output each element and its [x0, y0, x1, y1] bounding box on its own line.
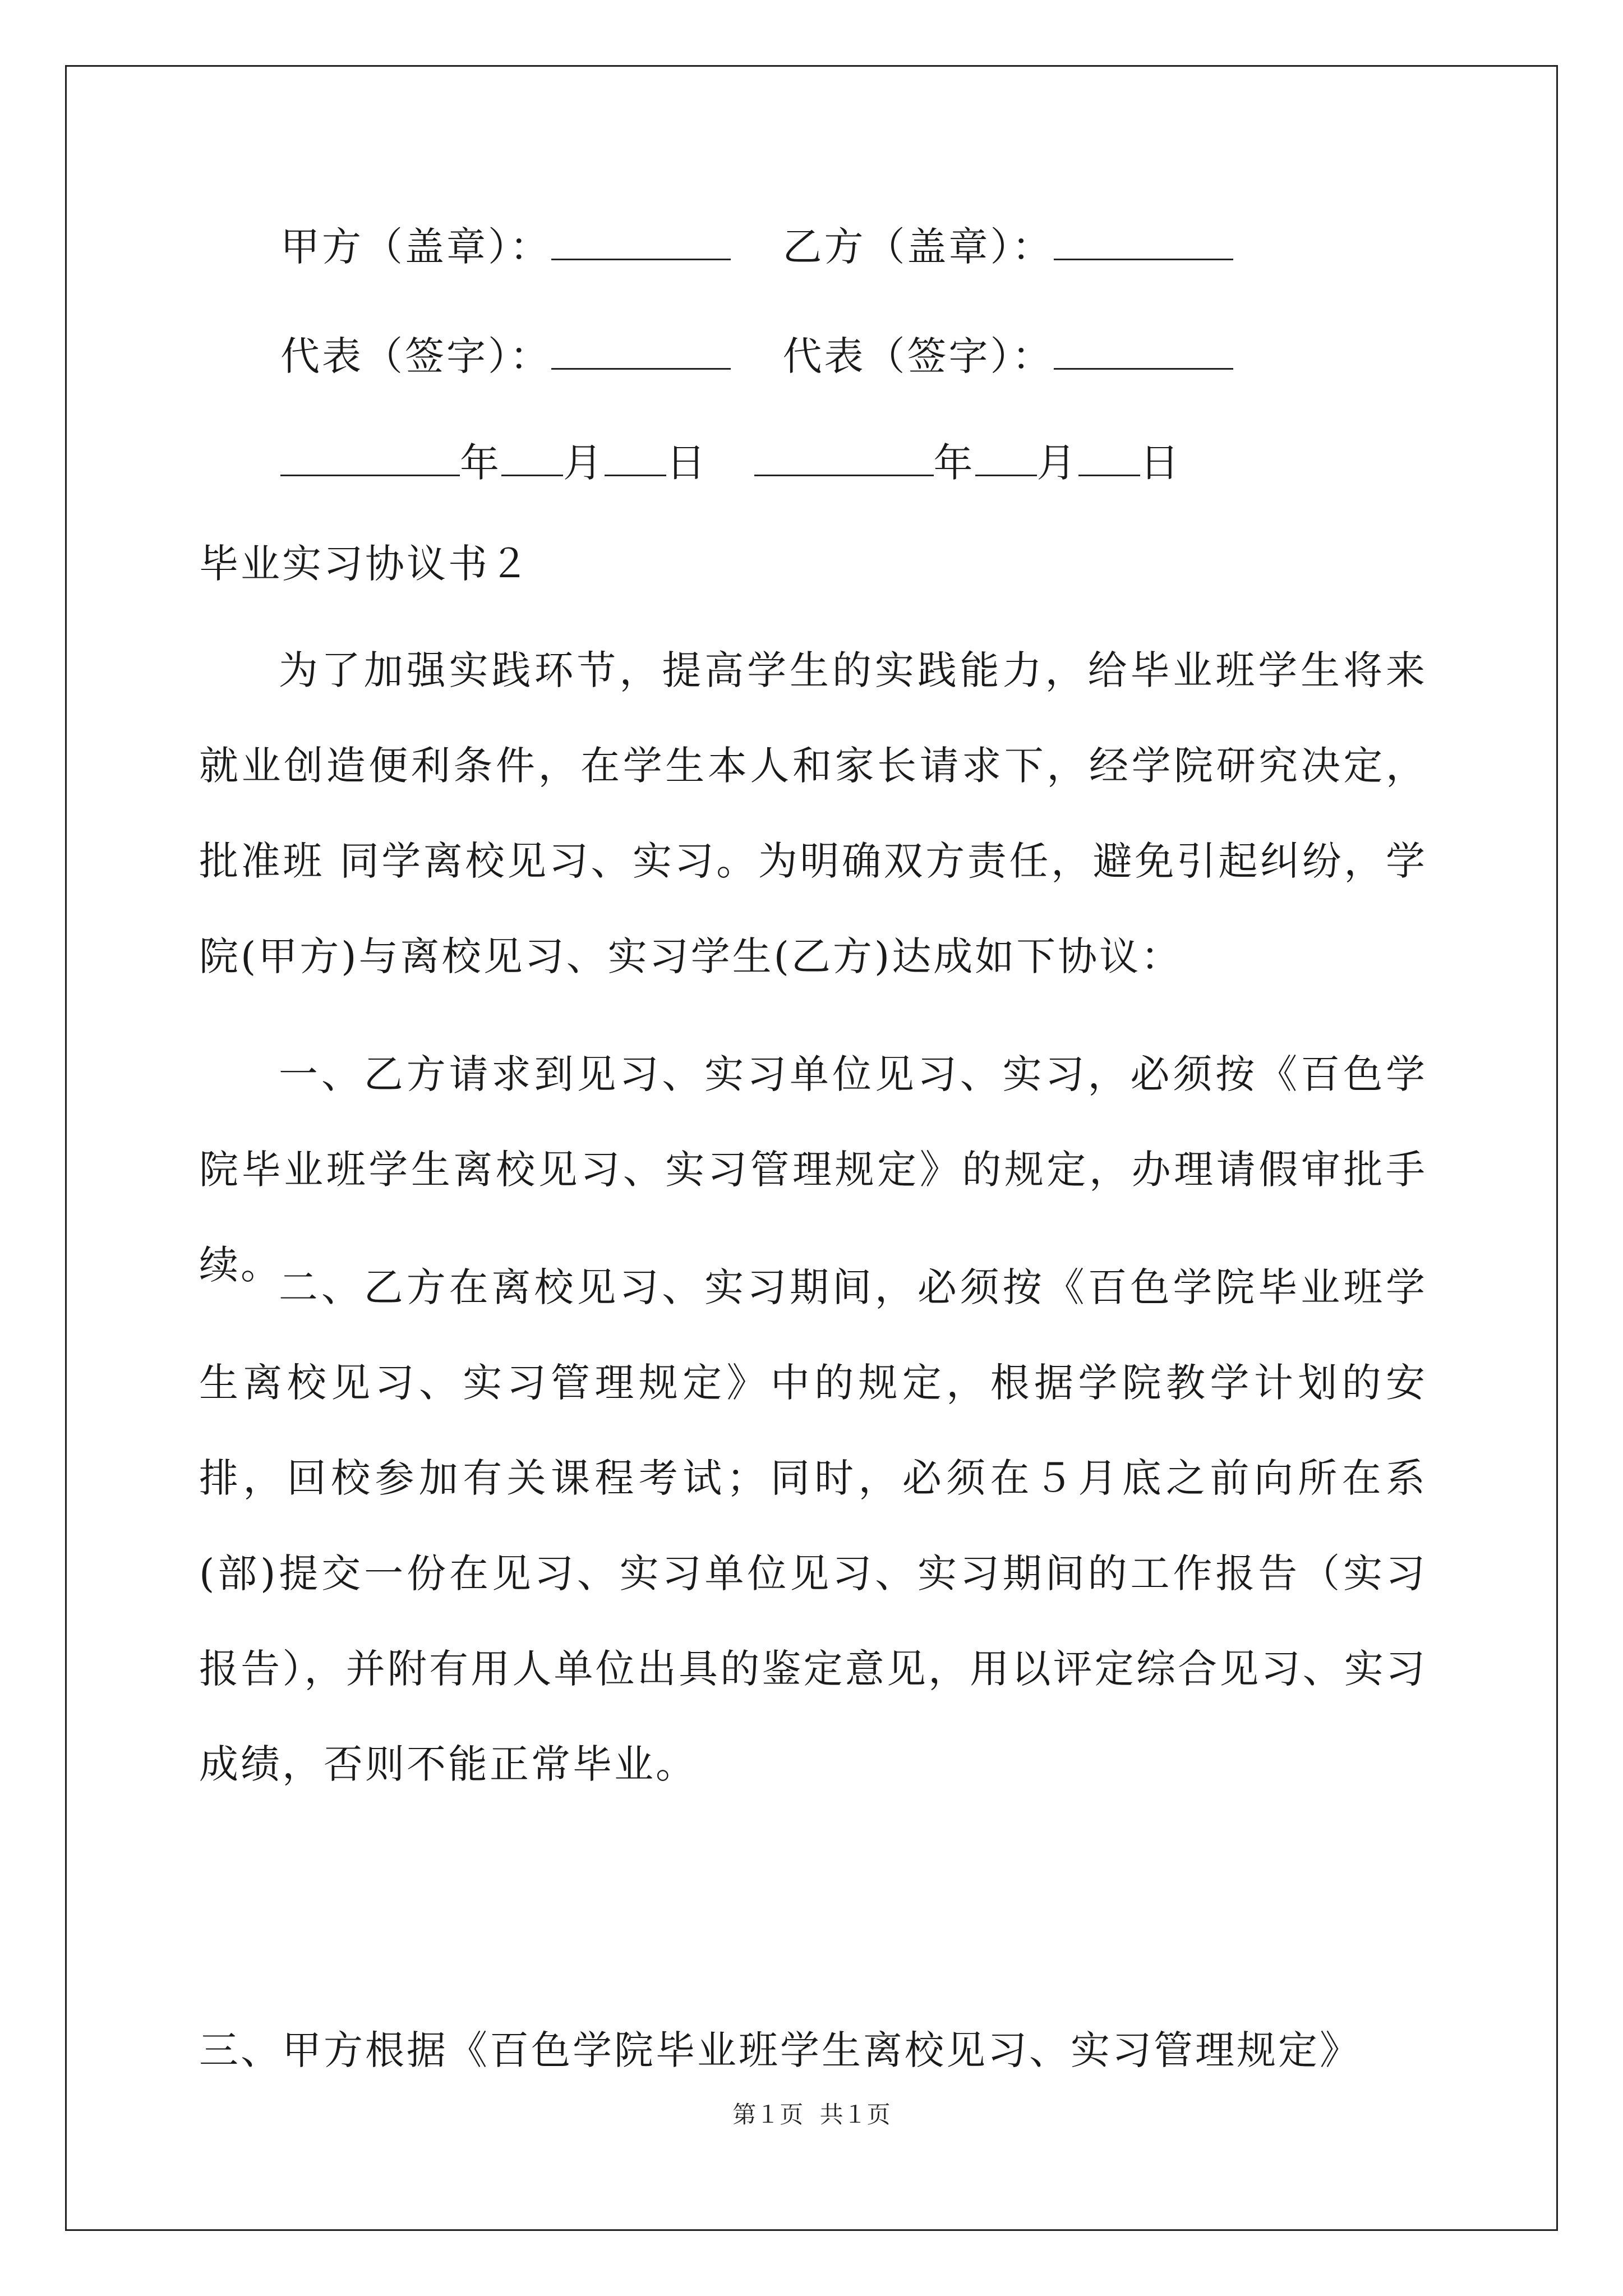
paragraph-intro [199, 623, 1427, 1004]
rep-a-label: 代表（签字）： [280, 333, 551, 379]
date-a-year-blank [280, 440, 460, 476]
party-seal-row [280, 222, 1233, 272]
paragraph-intro-text: 为了加强实践环节，提高学生的实践能力，给毕业班学生将来就业创造便利条件，在学生本人和家长请求下，经学院研究决定，批准班 同学离校见习、实习。为明确双方责任，避免引起纠纷，学院(甲方)与离校见习、实习学生(乙方)达成如下协议： [199, 647, 1427, 979]
paragraph-three-text: 三、甲方根据《百色学院毕业班学生离校见习、实习管理规定》 [199, 2027, 1361, 2073]
date-b-month-blank [975, 440, 1037, 476]
date-b-year-blank [754, 440, 934, 476]
page-number: 第１页 [732, 2101, 804, 2128]
date-row [280, 438, 1182, 488]
paragraph-three [199, 1907, 1427, 2098]
party-a-seal-label: 甲方（盖章）： [280, 224, 551, 270]
party-b-seal-label: 乙方（盖章）： [782, 224, 1054, 270]
paragraph-one-text: 一、乙方请求到见习、实习单位见习、实习，必须按《百色学院毕业班学生离校见习、实习管理规定》的规定，办理请假审批手续。 [199, 1051, 1427, 1288]
section-title: 毕业实习协议书２ [199, 541, 531, 587]
rep-b-blank [1054, 333, 1233, 370]
representative-row [280, 331, 1233, 381]
date-a-day-blank [605, 440, 666, 476]
date-a-month-blank [501, 440, 563, 476]
rep-b-label: 代表（签字）： [782, 333, 1054, 379]
party-b-seal-blank [1054, 224, 1233, 260]
date-a-day-label: 日 [666, 440, 708, 486]
page-footer [0, 2098, 1623, 2132]
total-pages: 共１页 [819, 2101, 891, 2128]
date-a-month-label: 月 [563, 440, 605, 486]
date-a-year-label: 年 [460, 440, 501, 486]
date-b-day-blank [1078, 440, 1140, 476]
date-b-month-label: 月 [1036, 440, 1078, 486]
rep-a-blank [551, 333, 731, 370]
party-a-seal-blank [551, 224, 731, 260]
date-b-day-label: 日 [1140, 440, 1182, 486]
date-b-year-label: 年 [933, 440, 975, 486]
paragraph-two [199, 1240, 1427, 1812]
paragraph-two-text: 二、乙方在离校见习、实习期间，必须按《百色学院毕业班学生离校见习、实习管理规定》中的规定，根据学院教学计划的安排，回校参加有关课程考试；同时，必须在５月底之前向所在系(部)提交一份在见习、实习单位见习、实习期间的工作报告（实习报告），并附有用人单位出具的鉴定意见，用以评定综合见习、实习成绩，否则不能正常毕业。 [199, 1264, 1427, 1787]
